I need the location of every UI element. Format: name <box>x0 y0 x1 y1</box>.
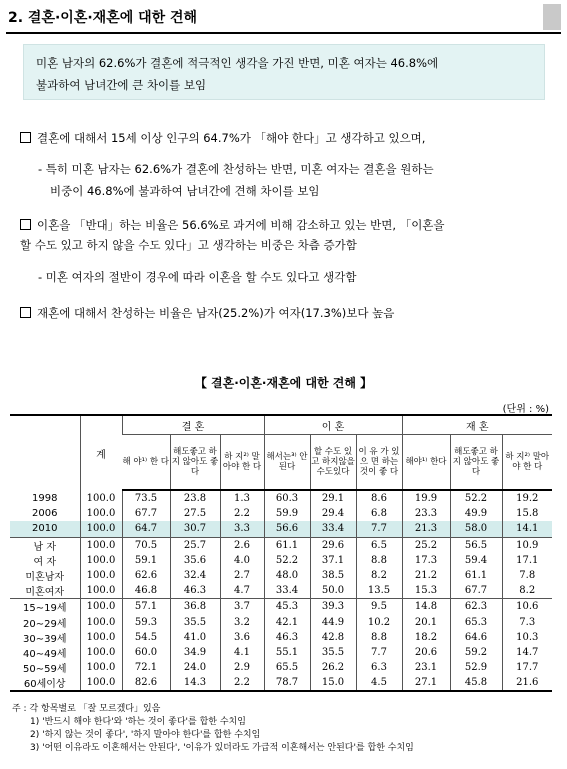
table-cell: 48.0 <box>264 568 310 583</box>
table-cell: 8.6 <box>356 490 402 506</box>
table-cell: 44.9 <box>310 615 356 630</box>
bullet-2-text: 이혼을 「반대」하는 비율은 56.6%로 과거에 비해 감소하고 있는 반면, 「이혼을 <box>37 218 445 232</box>
table-cell: 17.1 <box>502 553 552 568</box>
table-cell: 3.3 <box>220 521 264 537</box>
row-label: 미혼여자 <box>25 587 65 599</box>
bullet-2-line-2: 할 수도 있고 하지 않을 수도 있다」고 생각하는 비중은 차츰 증가함 <box>20 238 357 252</box>
table-cell: 45.3 <box>264 599 310 615</box>
table-cell: 33.4 <box>310 521 356 537</box>
table-notes <box>12 703 414 755</box>
note-line: 주 : 각 항목별로 「잘 모르겠다」있음 <box>12 704 161 714</box>
table-cell: 14.7 <box>502 645 552 660</box>
bullet-1 <box>20 130 425 146</box>
row-label: 40∼49세 <box>23 648 67 660</box>
table-cell: 59.9 <box>264 506 310 521</box>
bullet-2-sub: - 미혼 여자의 절반이 경우에 따라 이혼을 할 수도 있다고 생각함 <box>38 270 357 284</box>
table-cell: 49.9 <box>450 506 502 521</box>
table-cell: 17.7 <box>502 660 552 675</box>
table-cell: 73.5 <box>122 490 170 506</box>
table-cell: 2.2 <box>220 506 264 521</box>
bullet-3-text: 재혼에 대해서 찬성하는 비율은 남자(25.2%)가 여자(17.3%)보다 높음 <box>37 306 395 320</box>
table-cell: 58.0 <box>450 521 502 537</box>
row-label: 20∼29세 <box>23 618 67 630</box>
table-cell: 23.8 <box>170 490 220 506</box>
table-cell: 21.6 <box>502 675 552 691</box>
table-row <box>10 583 552 599</box>
table-cell: 10.6 <box>502 599 552 615</box>
table-cell: 4.7 <box>220 583 264 599</box>
table-cell: 41.0 <box>170 630 220 645</box>
row-label: 30∼39세 <box>23 633 67 645</box>
table-cell: 70.5 <box>122 537 170 553</box>
table-cell: 52.2 <box>450 490 502 506</box>
table-cell: 29.1 <box>310 490 356 506</box>
subheader-cell: 해서는³⁾ 안된다 <box>264 435 310 491</box>
bullet-1-sub-line-2: 비중이 46.8%에 불과하여 남녀간에 견해 차이를 보임 <box>50 184 320 198</box>
table-cell: 46.8 <box>122 583 170 599</box>
table-cell: 4.5 <box>356 675 402 691</box>
table-cell: 13.5 <box>356 583 402 599</box>
table-cell: 15.3 <box>402 583 450 599</box>
header-decoration <box>543 4 561 30</box>
table-cell: 62.6 <box>122 568 170 583</box>
total-header: 계 <box>80 415 122 490</box>
table-cell: 23.3 <box>402 506 450 521</box>
row-label: 2006 <box>32 508 58 520</box>
bullet-1-text: 결혼에 대해서 15세 이상 인구의 64.7%가 「해야 한다」고 생각하고 있으며, <box>37 131 426 145</box>
table-cell: 52.9 <box>450 660 502 675</box>
table-cell: 27.5 <box>170 506 220 521</box>
checkbox-square-icon <box>20 219 31 230</box>
row-label: 2010 <box>10 521 80 537</box>
section-title: 2. 결혼·이혼·재혼에 대한 견해 <box>8 10 198 26</box>
table-cell: 100.0 <box>80 568 122 583</box>
table-cell: 59.2 <box>450 645 502 660</box>
table-cell: 10.9 <box>502 537 552 553</box>
table-cell: 37.1 <box>310 553 356 568</box>
table-cell: 2.9 <box>220 660 264 675</box>
table-cell: 19.9 <box>402 490 450 506</box>
table-cell: 8.8 <box>356 553 402 568</box>
table-cell: 61.1 <box>450 568 502 583</box>
table-unit: (단위 : %) <box>502 404 549 415</box>
table-cell: 57.1 <box>122 599 170 615</box>
subheader-cell: 해도좋고 하 지 않아도 좋 다 <box>170 435 220 491</box>
table-cell: 26.2 <box>310 660 356 675</box>
table-cell: 25.2 <box>402 537 450 553</box>
subheader-cell: 해 야¹⁾ 한 다 <box>122 435 170 491</box>
note-line: 1) '반드시 해야 한다'와 '하는 것이 좋다'를 합한 수치임 <box>30 717 246 727</box>
subheader-cell: 하 지²⁾ 말아야 한 다 <box>502 435 552 491</box>
table-cell: 65.3 <box>450 615 502 630</box>
table-cell: 7.7 <box>356 521 402 537</box>
table-cell: 9.5 <box>356 599 402 615</box>
table-cell: 100.0 <box>80 660 122 675</box>
table-cell: 3.6 <box>220 630 264 645</box>
views-table <box>10 414 552 692</box>
table-cell: 78.7 <box>264 675 310 691</box>
table-cell: 60.3 <box>264 490 310 506</box>
table-cell: 7.7 <box>356 645 402 660</box>
table-cell: 33.4 <box>264 583 310 599</box>
table-row <box>10 645 552 660</box>
table-cell: 32.4 <box>170 568 220 583</box>
subheader-cell: 이 유 가 있 으 면 하는것이 좋 다 <box>356 435 402 491</box>
subheader-cell: 할 수도 있 고 하지않을 수도있다 <box>310 435 356 491</box>
table-cell: 65.5 <box>264 660 310 675</box>
note-line: 2) '하지 않는 것이 좋다', '하지 말아야 한다'를 합한 수치임 <box>30 730 261 740</box>
table-cell: 100.0 <box>80 615 122 630</box>
table-cell: 4.0 <box>220 553 264 568</box>
table-cell: 3.2 <box>220 615 264 630</box>
table-cell: 35.5 <box>170 615 220 630</box>
table-cell: 4.1 <box>220 645 264 660</box>
note-line: 3) '어떤 이유라도 이혼해서는 안된다', '이유가 있더라도 가급적 이혼해서는 안된다'를 합한 수치임 <box>30 743 414 753</box>
summary-line-2: 불과하여 남녀간에 큰 차이를 보임 <box>36 78 207 92</box>
table-cell: 29.4 <box>310 506 356 521</box>
table-cell: 62.3 <box>450 599 502 615</box>
table-cell: 8.2 <box>356 568 402 583</box>
table-cell: 100.0 <box>80 506 122 521</box>
row-label: 50∼59세 <box>23 664 67 676</box>
bullet-3 <box>20 305 394 321</box>
table-cell: 100.0 <box>80 630 122 645</box>
table-cell: 15.8 <box>502 506 552 521</box>
table-cell: 34.9 <box>170 645 220 660</box>
table-cell: 2.2 <box>220 675 264 691</box>
table-cell: 14.3 <box>170 675 220 691</box>
table-cell: 59.3 <box>122 615 170 630</box>
row-label: 남 자 <box>10 537 80 553</box>
table-cell: 100.0 <box>80 583 122 599</box>
table-cell: 15.0 <box>310 675 356 691</box>
summary-box <box>23 44 545 100</box>
table-cell: 21.3 <box>402 521 450 537</box>
table-cell: 27.1 <box>402 675 450 691</box>
row-label: 60세이상 <box>10 675 80 691</box>
subheader-cell: 해도좋고 하 지 않아도 좋 다 <box>450 435 502 491</box>
table-cell: 6.8 <box>356 506 402 521</box>
table-cell: 64.6 <box>450 630 502 645</box>
table-cell: 100.0 <box>80 521 122 537</box>
table-cell: 60.0 <box>122 645 170 660</box>
subheader-cell: 하 지²⁾ 말아야 한 다 <box>220 435 264 491</box>
table-row <box>10 521 552 537</box>
table-cell: 20.1 <box>402 615 450 630</box>
table-cell: 8.2 <box>502 583 552 599</box>
table-cell: 38.5 <box>310 568 356 583</box>
table-cell: 10.3 <box>502 630 552 645</box>
table-cell: 46.3 <box>170 583 220 599</box>
table-cell: 55.1 <box>264 645 310 660</box>
table-row <box>10 490 552 506</box>
table-cell: 52.2 <box>264 553 310 568</box>
table-cell: 100.0 <box>80 537 122 553</box>
subheader-cell: 해야¹⁾ 한다 <box>402 435 450 491</box>
table-cell: 19.2 <box>502 490 552 506</box>
table-cell: 30.7 <box>170 521 220 537</box>
table-cell: 14.1 <box>502 521 552 537</box>
table-cell: 17.3 <box>402 553 450 568</box>
table-cell: 100.0 <box>80 599 122 615</box>
table-cell: 82.6 <box>122 675 170 691</box>
row-label: 15∼19세 <box>10 599 80 615</box>
bullet-2 <box>20 217 445 233</box>
table-cell: 7.3 <box>502 615 552 630</box>
table-row <box>10 675 552 691</box>
table-cell: 72.1 <box>122 660 170 675</box>
row-label: 여 자 <box>33 556 56 568</box>
table-cell: 50.0 <box>310 583 356 599</box>
table-row <box>10 553 552 568</box>
table-cell: 100.0 <box>80 675 122 691</box>
table-cell: 67.7 <box>122 506 170 521</box>
table-cell: 14.8 <box>402 599 450 615</box>
table-cell: 24.0 <box>170 660 220 675</box>
table-cell: 61.1 <box>264 537 310 553</box>
table-cell: 36.8 <box>170 599 220 615</box>
section-header <box>6 4 561 34</box>
table-row <box>10 599 552 615</box>
table-cell: 29.6 <box>310 537 356 553</box>
group-divorce: 이 혼 <box>264 415 402 435</box>
table-cell: 35.6 <box>170 553 220 568</box>
table-cell: 6.3 <box>356 660 402 675</box>
bullet-1-sub-line-1: - 특히 미혼 남자는 62.6%가 결혼에 찬성하는 반면, 미혼 여자는 결혼을 원하는 <box>38 162 434 176</box>
table-cell: 67.7 <box>450 583 502 599</box>
table-row <box>10 568 552 583</box>
table-cell: 45.8 <box>450 675 502 691</box>
table-cell: 100.0 <box>80 645 122 660</box>
table-cell: 56.5 <box>450 537 502 553</box>
table-cell: 42.1 <box>264 615 310 630</box>
table-cell: 20.6 <box>402 645 450 660</box>
checkbox-square-icon <box>20 132 31 143</box>
table-cell: 1.3 <box>220 490 264 506</box>
table-row <box>10 537 552 553</box>
table-cell: 7.8 <box>502 568 552 583</box>
table-row <box>10 506 552 521</box>
table-caption: 【 결혼·이혼·재혼에 대한 견해 】 <box>194 376 373 390</box>
table-cell: 46.3 <box>264 630 310 645</box>
table-cell: 23.1 <box>402 660 450 675</box>
table-cell: 10.2 <box>356 615 402 630</box>
table-row <box>10 660 552 675</box>
table-cell: 8.8 <box>356 630 402 645</box>
table-cell: 100.0 <box>80 553 122 568</box>
table-cell: 56.6 <box>264 521 310 537</box>
table-cell: 21.2 <box>402 568 450 583</box>
table-cell: 6.5 <box>356 537 402 553</box>
table-cell: 18.2 <box>402 630 450 645</box>
summary-line-1: 미혼 남자의 62.6%가 결혼에 적극적인 생각을 가진 반면, 미혼 여자는 46.8%에 <box>36 56 439 70</box>
table-cell: 100.0 <box>80 490 122 506</box>
table-cell: 64.7 <box>122 521 170 537</box>
row-label: 미혼남자 <box>25 572 65 584</box>
table-cell: 3.7 <box>220 599 264 615</box>
table-cell: 42.8 <box>310 630 356 645</box>
table-row <box>10 630 552 645</box>
table-row <box>10 615 552 630</box>
table-cell: 2.6 <box>220 537 264 553</box>
row-label-header <box>10 415 80 490</box>
table-cell: 25.7 <box>170 537 220 553</box>
table-cell: 59.4 <box>450 553 502 568</box>
group-marriage: 결 혼 <box>122 415 264 435</box>
group-remarriage: 재 혼 <box>402 415 552 435</box>
row-label: 1998 <box>32 492 58 504</box>
table-cell: 39.3 <box>310 599 356 615</box>
table-cell: 54.5 <box>122 630 170 645</box>
table-cell: 35.5 <box>310 645 356 660</box>
table-cell: 59.1 <box>122 553 170 568</box>
checkbox-square-icon <box>20 307 31 318</box>
table-cell: 2.7 <box>220 568 264 583</box>
